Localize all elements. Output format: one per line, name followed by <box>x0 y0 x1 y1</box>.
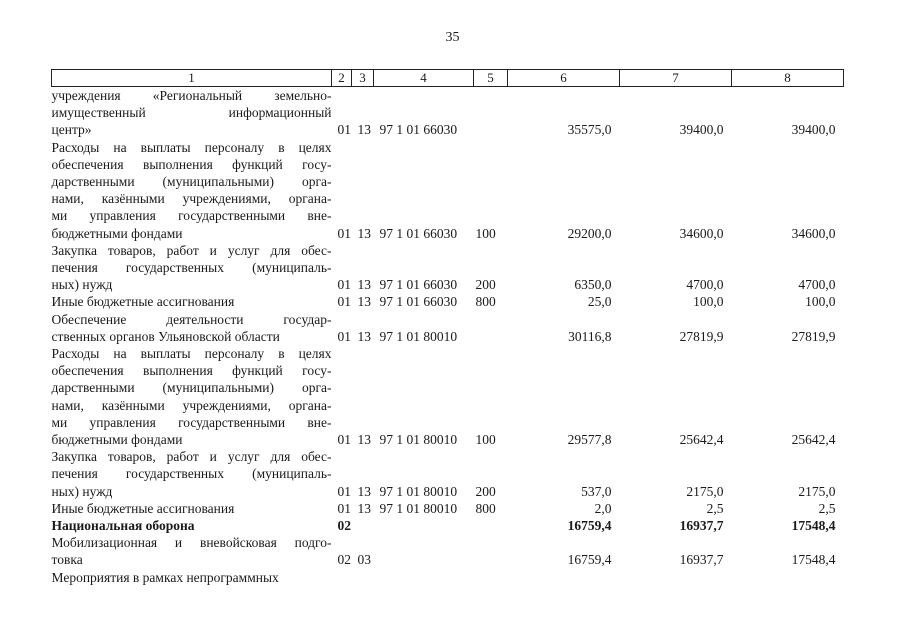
row-name-line: товка <box>51 552 83 568</box>
amount-col-6: 2,0 <box>594 500 612 516</box>
amount-col-6: 537,0 <box>581 483 612 499</box>
header-col-4: 4 <box>374 70 474 87</box>
table-row <box>52 345 844 448</box>
expense-type-code: 800 <box>475 294 496 310</box>
row-name-line: дарственными (муниципальными) орга- <box>51 380 332 396</box>
amount-col-8: 34600,0 <box>791 225 836 241</box>
table-row <box>52 534 844 568</box>
row-name <box>52 569 332 586</box>
amount-col-8: 4700,0 <box>798 277 836 293</box>
table-row <box>52 242 844 294</box>
row-name <box>52 345 332 448</box>
amount-col-6: 16759,4 <box>567 552 612 568</box>
section-code: 01 <box>337 500 351 516</box>
amount-col-7: 2175,0 <box>686 483 724 499</box>
amount-col-7: 100,0 <box>693 294 724 310</box>
subsection-code: 13 <box>357 432 371 448</box>
row-name-line: обеспечения выполнения функций госу- <box>51 363 332 379</box>
target-article-code: 97 1 01 66030 <box>379 225 458 241</box>
row-name-line: ных) нужд <box>51 483 113 499</box>
amount-col-7: 34600,0 <box>679 225 724 241</box>
row-name <box>52 500 332 517</box>
target-article-code: 97 1 01 80010 <box>379 432 458 448</box>
amount-col-8: 2175,0 <box>798 483 836 499</box>
table-body <box>52 87 844 586</box>
row-name-line: ми управления государственными вне- <box>51 414 332 430</box>
row-name-line: Закупка товаров, работ и услуг для обес- <box>51 449 332 465</box>
row-name <box>52 448 332 500</box>
section-code: 01 <box>337 483 351 499</box>
expense-type-code: 800 <box>475 500 496 516</box>
section-code: 01 <box>337 122 351 138</box>
row-name-line: бюджетными фондами <box>51 225 183 241</box>
row-name-line: Мобилизационная и вневойсковая подго- <box>51 535 332 551</box>
target-article-code: 97 1 01 80010 <box>379 328 458 344</box>
expense-type-code: 200 <box>475 277 496 293</box>
target-article-code <box>374 517 474 534</box>
row-name-line: нами, казёнными учреждениями, органа- <box>51 397 332 413</box>
amount-col-6: 6350,0 <box>574 277 612 293</box>
target-article-code <box>374 569 474 586</box>
expense-type-code <box>474 517 508 534</box>
row-name <box>52 139 332 242</box>
row-name-line: печения государственных (муниципаль- <box>51 466 332 482</box>
row-name <box>52 534 332 568</box>
row-name-line: Иные бюджетные ассигнования <box>51 294 235 310</box>
expense-type-code <box>474 87 508 139</box>
amount-col-8: 2,5 <box>818 500 836 516</box>
amount-col-7 <box>620 569 732 586</box>
expense-type-code <box>474 569 508 586</box>
row-name-line: печения государственных (муниципаль- <box>51 260 332 276</box>
row-name-line: ми управления государственными вне- <box>51 208 332 224</box>
amount-col-7: 16937,7 <box>679 552 724 568</box>
row-name <box>52 87 332 139</box>
row-name-line: нами, казёнными учреждениями, органа- <box>51 191 332 207</box>
table-row <box>52 500 844 517</box>
subsection-code: 13 <box>357 277 371 293</box>
row-name-line: Расходы на выплаты персоналу в целях <box>51 139 332 155</box>
target-article-code: 97 1 01 66030 <box>379 122 458 138</box>
row-name-line: дарственными (муниципальными) орга- <box>51 174 332 190</box>
section-code: 01 <box>337 277 351 293</box>
section-code: 02 <box>337 552 351 568</box>
row-name-line: Иные бюджетные ассигнования <box>51 500 235 516</box>
table-header-row <box>52 70 844 87</box>
section-code <box>332 569 352 586</box>
subsection-code: 13 <box>357 294 371 310</box>
row-name-line: учреждения «Региональный земельно- <box>51 88 332 103</box>
row-name-line: Национальная оборона <box>51 518 195 534</box>
table-row <box>52 139 844 242</box>
section-code: 01 <box>337 225 351 241</box>
header-col-5: 5 <box>474 70 508 87</box>
row-name <box>52 517 332 534</box>
row-name-line: бюджетными фондами <box>51 432 183 448</box>
row-name <box>52 242 332 294</box>
section-code: 01 <box>337 294 351 310</box>
amount-col-6: 35575,0 <box>567 122 612 138</box>
header-col-2: 2 <box>332 70 352 87</box>
budget-table <box>51 69 844 586</box>
header-col-8: 8 <box>732 70 844 87</box>
subsection-code: 03 <box>357 552 371 568</box>
target-article-code: 97 1 01 66030 <box>379 277 458 293</box>
amount-col-8 <box>732 569 844 586</box>
target-article-code <box>374 534 474 568</box>
header-col-6: 6 <box>508 70 620 87</box>
amount-col-8: 27819,9 <box>791 328 836 344</box>
amount-col-7: 4700,0 <box>686 277 724 293</box>
subsection-code: 13 <box>357 483 371 499</box>
expense-type-code <box>474 534 508 568</box>
amount-col-7: 27819,9 <box>679 328 724 344</box>
amount-col-7: 2,5 <box>706 500 724 516</box>
amount-col-8: 17548,4 <box>791 518 836 534</box>
table-row <box>52 569 844 586</box>
header-col-7: 7 <box>620 70 732 87</box>
target-article-code: 97 1 01 80010 <box>379 483 458 499</box>
subsection-code <box>352 517 374 534</box>
row-name-line: Обеспечение деятельности государ- <box>51 311 332 327</box>
table-row <box>52 293 844 310</box>
page-number: 35 <box>445 30 460 45</box>
amount-col-8: 17548,4 <box>791 552 836 568</box>
amount-col-7: 25642,4 <box>679 432 724 448</box>
row-name-line: ственных органов Ульяновской области <box>51 328 280 344</box>
expense-type-code: 200 <box>475 483 496 499</box>
target-article-code: 97 1 01 66030 <box>379 294 458 310</box>
table-row <box>52 311 844 345</box>
row-name <box>52 293 332 310</box>
row-name-line: Закупка товаров, работ и услуг для обес- <box>51 242 332 258</box>
amount-col-7: 16937,7 <box>679 518 724 534</box>
amount-col-8: 25642,4 <box>791 432 836 448</box>
subsection-code: 13 <box>357 225 371 241</box>
amount-col-6 <box>508 569 620 586</box>
subsection-code: 13 <box>357 500 371 516</box>
section-code: 01 <box>337 328 351 344</box>
amount-col-8: 100,0 <box>805 294 836 310</box>
row-name-line: обеспечения выполнения функций госу- <box>51 156 332 172</box>
table-row <box>52 87 844 139</box>
row-name-line: центр» <box>51 122 92 138</box>
row-name-line: Мероприятия в рамках непрограммных <box>51 569 279 585</box>
table-row <box>52 448 844 500</box>
expense-type-code: 100 <box>475 432 496 448</box>
amount-col-7: 39400,0 <box>679 122 724 138</box>
row-name-line: Расходы на выплаты персоналу в целях <box>51 346 332 362</box>
subsection-code <box>352 569 374 586</box>
amount-col-8: 39400,0 <box>791 122 836 138</box>
amount-col-6: 16759,4 <box>567 518 612 534</box>
amount-col-6: 25,0 <box>587 294 612 310</box>
header-col-1: 1 <box>52 70 332 87</box>
amount-col-6: 29200,0 <box>567 225 612 241</box>
table-row <box>52 517 844 534</box>
expense-type-code <box>474 311 508 345</box>
row-name <box>52 311 332 345</box>
row-name-line: имущественный информационный <box>51 105 332 121</box>
row-name-line: ных) нужд <box>51 277 113 293</box>
amount-col-6: 29577,8 <box>567 432 612 448</box>
amount-col-6: 30116,8 <box>568 328 612 344</box>
subsection-code: 13 <box>357 328 371 344</box>
header-col-3: 3 <box>352 70 374 87</box>
section-code: 02 <box>337 518 351 534</box>
expense-type-code: 100 <box>475 225 496 241</box>
target-article-code: 97 1 01 80010 <box>379 500 458 516</box>
subsection-code: 13 <box>357 122 371 138</box>
section-code: 01 <box>337 432 351 448</box>
